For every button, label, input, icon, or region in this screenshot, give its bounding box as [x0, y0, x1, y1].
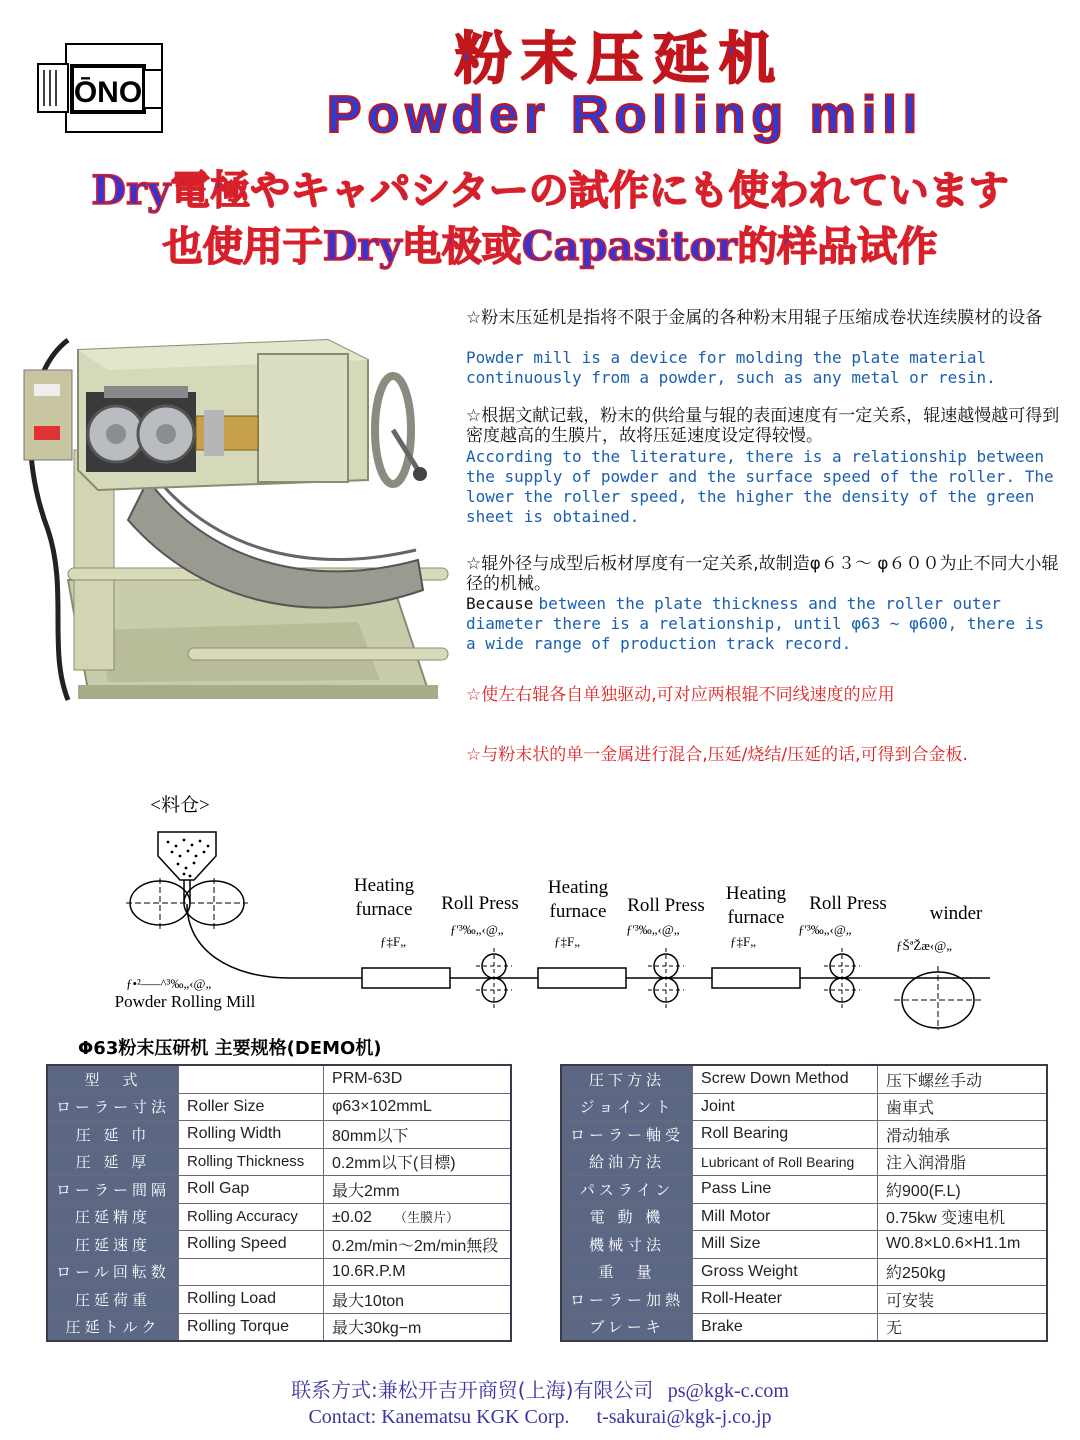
spec-label-jp: ロール回転数 — [47, 1258, 179, 1286]
spec-row — [561, 1121, 1047, 1149]
spec-label-jp: ジョイント — [561, 1093, 693, 1121]
spec-title: Φ63粉末压研机 主要规格(DEMO机) — [78, 1038, 382, 1059]
spec-label-en — [179, 1258, 324, 1286]
spec-value — [324, 1176, 511, 1204]
spec-value — [878, 1148, 1047, 1176]
spec-label-en: Roller Size — [179, 1093, 324, 1121]
spec-value — [324, 1121, 511, 1149]
spec-value — [324, 1258, 511, 1286]
spec-row — [47, 1148, 511, 1176]
spec-value-text: 0.2m/min～2m/min無段 — [332, 1237, 499, 1255]
spec-value — [878, 1258, 1047, 1286]
spec-label-jp: 重 量 — [561, 1258, 693, 1286]
title-english: Powder Rolling mill — [326, 86, 924, 144]
spec-row — [561, 1148, 1047, 1176]
spec-value — [324, 1231, 511, 1259]
winder-garbled: ƒŠªŽæ‹@„ — [896, 938, 952, 953]
spec-value-text: ±0.02 — [332, 1208, 372, 1226]
spec-value — [324, 1203, 511, 1231]
spec-value — [878, 1313, 1047, 1341]
hopper-label: <料仓> — [150, 795, 210, 816]
spec-value — [878, 1093, 1047, 1121]
spec-label-en: Rolling Load — [179, 1286, 324, 1314]
footer-email-cn[interactable]: ps@kgk-c.com — [667, 1380, 789, 1402]
spec-value-text: 最大10ton — [332, 1292, 405, 1310]
description-2-english: According to the literature, there is a relationship between the supply of powder and the surface speed of the roller. The lower the roller speed, the higher the density of the green sheet is obtained. — [466, 447, 1054, 526]
spec-row — [47, 1258, 511, 1286]
spec-label-jp: ブレーキ — [561, 1313, 693, 1341]
description-1-chinese: ☆粉末压延机是指将不限于金属的各种粉末用辊子压缩成卷状连续膜材的设备 — [466, 308, 1043, 328]
spec-label-jp: 圧 延 厚 — [47, 1148, 179, 1176]
stage-4-label: Roll Press — [627, 895, 705, 916]
winder-label: winder — [929, 903, 983, 924]
spec-label-en: Rolling Torque — [179, 1313, 324, 1341]
stage-2-garbled: ƒ'³‰„‹@„ — [450, 922, 504, 937]
description-3-english: between the plate thickness and the roller outer diameter there is a relationship, until φ63 ~ φ600, there is a wide range of production track record. — [466, 594, 1044, 653]
spec-value-text: 注入润滑脂 — [886, 1155, 967, 1173]
spec-label-en: Rolling Speed — [179, 1231, 324, 1259]
spec-label-en: Rolling Accuracy — [179, 1203, 324, 1231]
spec-value-text: 約900(F.L) — [886, 1182, 961, 1200]
ono-logo — [36, 42, 164, 134]
stage-2-label: Roll Press — [441, 893, 519, 914]
spec-label-jp: ローラー加熱 — [561, 1286, 693, 1314]
spec-label-en — [179, 1065, 324, 1093]
spec-table-right — [560, 1064, 1048, 1342]
spec-label-en: Lubricant of Roll Bearing — [693, 1148, 878, 1176]
spec-value-text: 0.2mm以下(目標) — [332, 1155, 456, 1173]
subtitle-japanese: Dry電極やキャパシターの試作にも使われています — [91, 167, 1009, 214]
spec-label-en: Roll-Heater — [693, 1286, 878, 1314]
spec-label-en: Gross Weight — [693, 1258, 878, 1286]
spec-row — [47, 1065, 511, 1093]
spec-label-jp: 圧下方法 — [561, 1065, 693, 1093]
spec-value — [878, 1065, 1047, 1093]
spec-value-text: 压下螺丝手动 — [886, 1072, 983, 1090]
stage-1-garbled: ƒ‡F„ — [380, 934, 406, 949]
description-3-english-block — [466, 594, 1062, 654]
spec-value-text: 可安装 — [886, 1292, 935, 1310]
stage-3-garbled: ƒ‡F„ — [554, 934, 580, 949]
subtitle-chinese: 也使用于Dry电极或Capasitor的样品试作 — [162, 223, 938, 270]
spec-value — [878, 1203, 1047, 1231]
stage-5-garbled: ƒ‡F„ — [730, 934, 756, 949]
machine-photo — [8, 330, 460, 734]
spec-label-jp: 型 式 — [47, 1065, 179, 1093]
spec-label-jp: 圧延精度 — [47, 1203, 179, 1231]
spec-label-en: Brake — [693, 1313, 878, 1341]
spec-label-jp: 圧延トルク — [47, 1313, 179, 1341]
footer-company-en: Contact: Kanematsu KGK Corp. — [308, 1406, 570, 1428]
spec-value — [324, 1286, 511, 1314]
stage-6-label: Roll Press — [809, 893, 887, 914]
spec-label-jp: 圧延速度 — [47, 1231, 179, 1259]
mill-label: Powder Rolling Mill — [114, 992, 256, 1011]
spec-value — [878, 1231, 1047, 1259]
spec-label-en: Roll Gap — [179, 1176, 324, 1204]
stage-3-label: Heating furnace — [547, 877, 609, 922]
spec-row — [561, 1203, 1047, 1231]
spec-row — [561, 1176, 1047, 1204]
spec-value-text: 歯車式 — [886, 1100, 935, 1118]
mill-garbled-label: ƒ•²—–^³‰„‹@„ — [126, 976, 212, 991]
footer-email-en[interactable]: t-sakurai@kgk-j.co.jp — [596, 1406, 772, 1428]
spec-row — [47, 1176, 511, 1204]
spec-value-text: 80mm以下 — [332, 1127, 409, 1145]
spec-label-jp: ローラー間隔 — [47, 1176, 179, 1204]
spec-value-text: PRM-63D — [332, 1070, 403, 1088]
spec-table-left — [46, 1064, 512, 1342]
spec-row — [47, 1231, 511, 1259]
spec-row — [47, 1121, 511, 1149]
process-diagram — [90, 790, 1010, 1030]
logo-text: ŌNO — [73, 76, 143, 109]
footer-line-2 — [0, 1406, 1080, 1429]
spec-label-jp: 圧 延 巾 — [47, 1121, 179, 1149]
spec-value — [324, 1093, 511, 1121]
description-3-chinese: ☆辊外径与成型后板材厚度有一定关系,故制造φ６３～ φ６００为止不同大小辊径的机械。 — [466, 554, 1059, 594]
footer-company-cn: 联系方式:兼松开吉开商贸(上海)有限公司 — [291, 1378, 654, 1402]
spec-value-text: 0.75kw 变速电机 — [886, 1210, 1006, 1228]
spec-value-text: φ63×102mmL — [332, 1097, 432, 1115]
spec-row — [561, 1065, 1047, 1093]
spec-value — [324, 1313, 511, 1341]
spec-label-jp: 圧延荷重 — [47, 1286, 179, 1314]
description-2-chinese: ☆根据文献记载，粉末的供给量与辊的表面速度有一定关系，辊速越慢越可得到密度越高的生膜片，故将压延速度设定得较慢。 — [466, 406, 1060, 446]
spec-label-en: Pass Line — [693, 1176, 878, 1204]
spec-label-en: Mill Size — [693, 1231, 878, 1259]
description-5: ☆与粉末状的单一金属进行混合,压延/烧结/压延的话,可得到合金板. — [466, 745, 968, 765]
spec-label-jp: パスライン — [561, 1176, 693, 1204]
spec-row — [47, 1313, 511, 1341]
spec-row — [47, 1286, 511, 1314]
spec-value — [324, 1065, 511, 1093]
spec-row — [561, 1258, 1047, 1286]
spec-label-jp: 機械寸法 — [561, 1231, 693, 1259]
spec-value-note: （生膜片） — [393, 1209, 459, 1225]
spec-value — [324, 1148, 511, 1176]
spec-row — [561, 1093, 1047, 1121]
spec-value-text: W0.8×L0.6×H1.1m — [886, 1235, 1021, 1253]
spec-row — [561, 1286, 1047, 1314]
spec-value-text: 无 — [886, 1320, 903, 1338]
spec-label-en: Roll Bearing — [693, 1121, 878, 1149]
stage-5-label: Heating furnace — [725, 883, 787, 928]
spec-value — [878, 1121, 1047, 1149]
spec-row — [561, 1313, 1047, 1341]
spec-row — [47, 1093, 511, 1121]
spec-label-en: Joint — [693, 1093, 878, 1121]
spec-value-text: 最大30kg−m — [332, 1320, 422, 1338]
spec-row — [561, 1231, 1047, 1259]
spec-label-en: Rolling Thickness — [179, 1148, 324, 1176]
description-4: ☆使左右辊各自单独驱动,可对应两根辊不同线速度的应用 — [466, 685, 895, 705]
description-1-english: Powder mill is a device for molding the plate material continuously from a powder, such as any metal or resin. — [466, 348, 996, 387]
footer-line-1 — [0, 1374, 1080, 1403]
spec-value — [878, 1286, 1047, 1314]
spec-label-en: Rolling Width — [179, 1121, 324, 1149]
spec-label-jp: ローラー軸受 — [561, 1121, 693, 1149]
stage-4-garbled: ƒ'³‰„‹@„ — [626, 922, 680, 937]
spec-label-jp: ローラー寸法 — [47, 1093, 179, 1121]
spec-row — [47, 1203, 511, 1231]
stage-1-label: Heating furnace — [353, 875, 415, 920]
spec-value-text: 約250kg — [886, 1265, 946, 1283]
spec-label-en: Mill Motor — [693, 1203, 878, 1231]
stage-6-garbled: ƒ'³‰„‹@„ — [798, 922, 852, 937]
spec-value — [878, 1176, 1047, 1204]
spec-label-jp: 給油方法 — [561, 1148, 693, 1176]
spec-value-text: 最大2mm — [332, 1182, 400, 1200]
spec-label-en: Screw Down Method — [693, 1065, 878, 1093]
title-chinese: 粉末压延机 — [455, 27, 785, 92]
spec-value-text: 10.6R.P.M — [332, 1262, 406, 1280]
spec-label-jp: 電 動 機 — [561, 1203, 693, 1231]
description-3-english-lead: Because — [466, 594, 534, 613]
spec-value-text: 滑动轴承 — [886, 1127, 951, 1145]
